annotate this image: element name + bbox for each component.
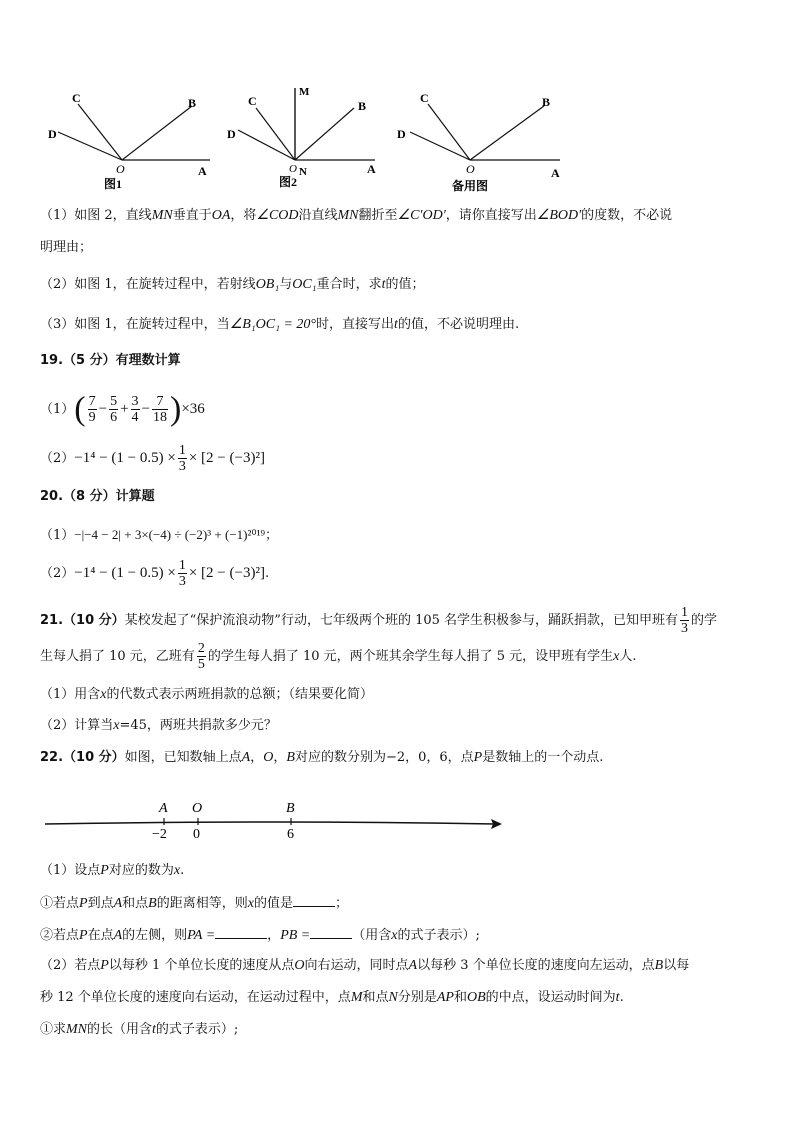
times-36: ×36 <box>181 401 205 417</box>
ray-od <box>58 132 122 160</box>
q22-c2 <box>40 926 480 945</box>
caption-fig2: 图2 <box>279 175 298 189</box>
math-mn: MN <box>66 1022 88 1037</box>
text: 的度数，不必说 <box>581 208 673 223</box>
q18-part3 <box>40 316 519 334</box>
q22-last <box>40 1021 238 1039</box>
caption-fig3: 备用图 <box>452 179 489 193</box>
text: 以每秒 1 个单位长度的速度从点 <box>108 958 295 973</box>
numerator: 1 <box>681 605 689 620</box>
q20-heading <box>40 488 155 506</box>
text: （用含 <box>352 928 392 943</box>
question-title: 计算题 <box>115 489 155 504</box>
q22-s2-line2 <box>40 989 624 1007</box>
expression: −1⁴ − (1 − 0.5) × <box>74 450 176 466</box>
figure-1 <box>48 91 210 191</box>
math-p: P <box>100 863 109 878</box>
math-pa: PA = <box>187 928 216 943</box>
numerator: 1 <box>178 443 186 458</box>
expression: × [2 − (−3)²] <box>188 565 265 581</box>
math-b: B <box>148 896 157 911</box>
label-c: C <box>248 94 257 108</box>
fraction <box>197 641 206 672</box>
q21-line1 <box>40 604 717 638</box>
text: ①求 <box>40 1022 67 1037</box>
math-x: x <box>173 863 181 878</box>
text: 的左侧，则 <box>122 928 188 943</box>
numerator: 7 <box>88 394 96 409</box>
q22-c1 <box>40 894 348 913</box>
text: 对应的数为 <box>108 863 174 878</box>
label-a: A <box>159 801 168 816</box>
math-x: x <box>613 649 620 664</box>
math-p: P <box>79 896 88 911</box>
label-d: D <box>397 127 406 141</box>
op: − <box>141 401 151 417</box>
text: 秒 12 个单位长度的速度向右运动，在运动过程中，点 <box>40 990 351 1005</box>
answer-blank-pa[interactable] <box>215 926 267 939</box>
text: 如图，已知数轴上点 <box>124 750 242 765</box>
comma: ， <box>273 750 287 765</box>
question-title: 有理数计算 <box>115 353 181 368</box>
text: 是数轴上的一个动点. <box>482 750 604 765</box>
text: 时，直接写出 <box>316 317 395 332</box>
label-c: C <box>420 91 429 105</box>
text: 的距离相等，则 <box>156 896 248 911</box>
label-m: M <box>299 86 310 98</box>
math-t: t <box>381 277 386 292</box>
text: ； <box>265 528 279 543</box>
text: 翻折至 <box>358 208 398 223</box>
caption-fig1: 图1 <box>104 177 123 191</box>
text: （1）用含 <box>40 687 101 702</box>
right-paren: ) <box>170 390 182 428</box>
ray-oc <box>78 104 122 160</box>
ray-oc <box>428 104 470 160</box>
label-b: B <box>188 96 197 110</box>
text: 的值，不必说明理由. <box>397 317 520 332</box>
denominator: 9 <box>88 410 96 425</box>
label-a: A <box>198 164 207 178</box>
math-pb: PB = <box>280 928 311 943</box>
question-number: 20. <box>40 489 64 504</box>
text: 人. <box>619 649 637 664</box>
text: 以每 <box>663 958 690 973</box>
math-t: t <box>394 317 398 332</box>
q19-part1 <box>40 388 205 431</box>
math-m: M <box>350 990 363 1005</box>
text: 对应的数分别为−2，0，6，点 <box>294 750 474 765</box>
text: （2）计算当 <box>40 718 114 733</box>
score: （8 分） <box>63 489 116 504</box>
denominator: 3 <box>681 621 689 636</box>
math-oa: OA <box>211 208 231 223</box>
label-b: B <box>286 801 295 816</box>
score: （5 分） <box>63 353 116 368</box>
math-p: P <box>79 928 88 943</box>
q20-part2 <box>40 555 269 592</box>
ray-od <box>238 130 295 160</box>
question-number: 19. <box>40 353 64 368</box>
math-b: B <box>654 958 664 973</box>
math-angle-cod-prime: ∠C′OD′ <box>397 208 446 223</box>
text: 生每人捐了 10 元，乙班有 <box>40 649 195 664</box>
text: . <box>619 990 624 1005</box>
value-b: 6 <box>287 827 294 840</box>
label-o: O <box>192 801 203 816</box>
text: 的学生每人捐了 10 元，两个班其余学生每人捐了 5 元，设甲班有学生 <box>207 649 614 664</box>
text: 的代数式表示两班捐款的总额；（结果要化简） <box>106 687 374 702</box>
fraction <box>178 558 187 589</box>
fraction <box>152 394 168 425</box>
numerator: 2 <box>197 641 205 656</box>
q21-part1 <box>40 686 373 704</box>
math-t: t <box>152 1022 156 1037</box>
numerator: 3 <box>131 394 139 409</box>
math-x: x <box>113 718 120 733</box>
math-ob1: OB₁ <box>255 277 280 292</box>
q21-part2 <box>40 717 277 735</box>
figure-2 <box>227 86 376 189</box>
text: . <box>264 566 270 581</box>
text: ②若点 <box>40 928 80 943</box>
score: （10 分） <box>63 613 125 628</box>
numerator: 1 <box>178 558 186 573</box>
op: + <box>120 401 129 417</box>
text: =45，两班共捐款多少元？ <box>119 718 277 733</box>
text: 在点 <box>87 928 114 943</box>
question-number: 21. <box>40 613 64 628</box>
text: ，请你直接写出 <box>445 208 537 223</box>
expression: −|−4 − 2| + 3×(−4) ÷ (−2)³ + (−1)²⁰¹⁹ <box>74 527 266 542</box>
q19-part2 <box>40 440 265 477</box>
math-x: x <box>247 896 254 911</box>
math-mn: MN <box>151 208 173 223</box>
text: 垂直于 <box>172 208 212 223</box>
math-ob: OB <box>466 990 486 1005</box>
text: 的值是 <box>253 896 293 911</box>
fraction <box>109 394 118 425</box>
text: ①若点 <box>40 896 80 911</box>
math-b: B <box>286 750 295 765</box>
fraction <box>88 394 97 425</box>
text: ； <box>334 896 348 911</box>
text: 的式子表示）; <box>397 928 480 943</box>
axis-line <box>45 822 495 824</box>
score: （10 分） <box>63 750 125 765</box>
text: 某校发起了“保护流浪动物”行动，七年级两个班的 105 名学生积极参与，踊跃捐款，已知甲班有 <box>124 613 679 628</box>
text: 沿直线 <box>298 208 338 223</box>
text: 重合时，求 <box>316 277 382 292</box>
figures-strip <box>0 80 794 200</box>
ray-ob <box>470 106 544 160</box>
math-oc1: OC₁ <box>292 277 317 292</box>
number-line <box>40 790 520 840</box>
denominator: 3 <box>178 459 186 474</box>
label-a: A <box>367 162 376 176</box>
text: （2）如图 1，在旋转过程中，若射线 <box>40 277 256 292</box>
figure-backup <box>397 91 560 193</box>
text: . <box>180 863 185 878</box>
math-o: O <box>263 750 274 765</box>
text: 和点 <box>362 990 389 1005</box>
math-ap: AP <box>436 990 454 1005</box>
part-label: （1） <box>40 402 75 417</box>
text: 的值； <box>385 277 425 292</box>
label-n: N <box>299 166 307 178</box>
q21-line2 <box>40 640 637 674</box>
text: 与 <box>279 277 293 292</box>
denominator: 6 <box>110 410 118 425</box>
text: （3）如图 1，在旋转过程中，当 <box>40 317 230 332</box>
label-o: O <box>466 162 475 176</box>
q22-s2-line1 <box>40 957 689 975</box>
expression: −1⁴ − (1 − 0.5) × <box>74 565 176 581</box>
math-p: P <box>100 958 109 973</box>
q18-part1-line1 <box>40 207 672 225</box>
math-p: P <box>473 750 483 765</box>
text: 的学 <box>691 613 718 628</box>
label-o: O <box>116 162 125 176</box>
q20-part1 <box>40 526 278 545</box>
value-a: −2 <box>152 827 167 840</box>
q22-s1 <box>40 862 184 880</box>
math-a: A <box>113 896 123 911</box>
label-d: D <box>48 127 57 141</box>
denominator: 5 <box>197 657 205 672</box>
label-b: B <box>358 99 367 113</box>
math-x: x <box>100 687 107 702</box>
text: 的中点，设运动时间为 <box>485 990 616 1005</box>
text: 分别是 <box>397 990 437 1005</box>
text: 的式子表示）; <box>155 1022 239 1037</box>
denominator: 18 <box>153 410 168 425</box>
denominator: 3 <box>178 574 186 589</box>
numerator: 5 <box>110 394 118 409</box>
q18-part2 <box>40 276 424 294</box>
denominator: 4 <box>131 410 139 425</box>
fraction <box>680 605 689 636</box>
comma: ， <box>267 928 281 943</box>
ray-oc <box>256 108 295 160</box>
math-mn: MN <box>337 208 359 223</box>
math-o: O <box>294 958 305 973</box>
expression: × [2 − (−3)²] <box>188 450 265 466</box>
label-c: C <box>72 91 81 105</box>
left-paren: ( <box>74 390 86 428</box>
comma: ， <box>250 750 264 765</box>
answer-blank-pb[interactable] <box>310 926 352 939</box>
math-n: N <box>388 990 398 1005</box>
text: （2）若点 <box>40 958 101 973</box>
answer-blank[interactable] <box>293 894 335 907</box>
question-number: 22. <box>40 750 64 765</box>
text: 以每秒 3 个单位长度的速度向左运动，点 <box>417 958 655 973</box>
ray-od <box>410 132 470 160</box>
text: ，将 <box>230 208 257 223</box>
label-b: B <box>542 95 551 109</box>
op: − <box>98 401 108 417</box>
label-d: D <box>227 127 236 141</box>
numerator: 7 <box>152 394 168 410</box>
text: （1）如图 2，直线 <box>40 208 152 223</box>
fraction <box>178 443 187 474</box>
math-a: A <box>241 750 251 765</box>
q18-part1-line2: 明理由； <box>40 240 93 255</box>
text: 和点 <box>122 896 149 911</box>
math-condition: ∠B₁OC₁ = 20° <box>229 317 317 332</box>
fraction <box>131 394 140 425</box>
ray-ob <box>122 106 192 160</box>
text: （1）设点 <box>40 863 101 878</box>
label-a: A <box>551 166 560 180</box>
text: 的长（用含 <box>87 1022 153 1037</box>
q22-line1 <box>40 749 603 767</box>
math-x: x <box>391 928 398 943</box>
math-a: A <box>113 928 123 943</box>
math-angle-cod: ∠COD <box>256 208 299 223</box>
part-label: （2） <box>40 451 75 466</box>
text: 向右运动，同时点 <box>304 958 409 973</box>
math-t: t <box>615 990 620 1005</box>
ray-ob <box>295 108 354 160</box>
label-o: O <box>289 163 297 175</box>
q19-heading <box>40 352 181 370</box>
part-label: （2） <box>40 566 75 581</box>
math-a: A <box>408 958 418 973</box>
text: 到点 <box>87 896 114 911</box>
value-o: 0 <box>193 827 200 840</box>
text: 和 <box>453 990 467 1005</box>
part-label: （1） <box>40 528 75 543</box>
math-angle-bod-prime: ∠BOD′ <box>536 208 582 223</box>
